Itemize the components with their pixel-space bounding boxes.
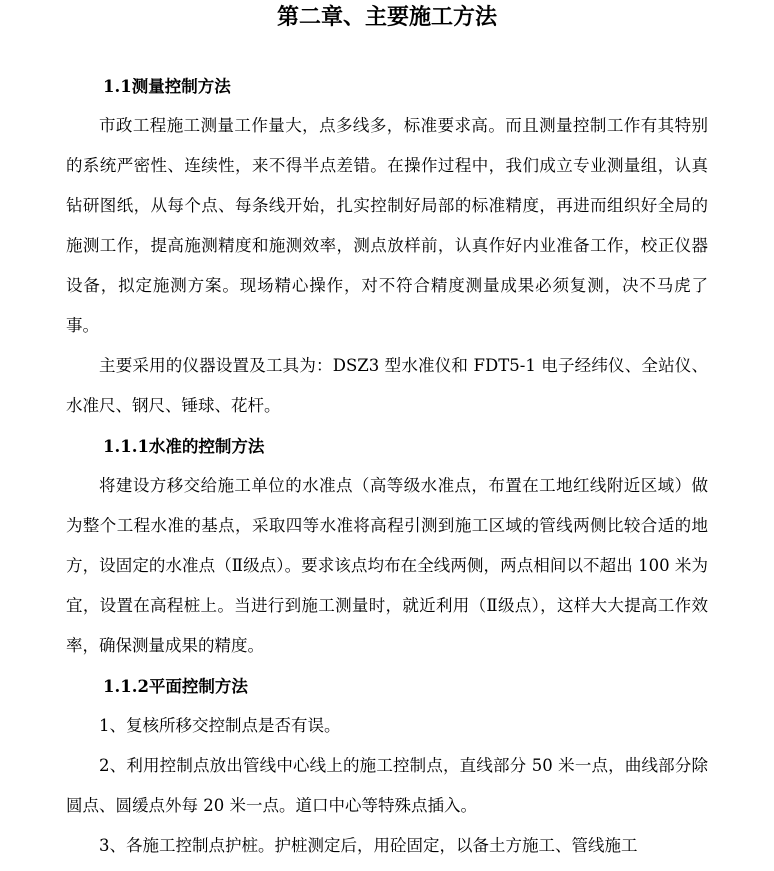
section-heading-1-1-2: 1.1.2平面控制方法 <box>103 677 248 696</box>
paragraph-instruments: 主要采用的仪器设置及工具为：DSZ3 型水准仪和 FDT5-1 电子经纬仪、全站仪、水准尺、钢尺、锤球、花杆。 <box>66 356 708 415</box>
section-heading-1-1-1: 1.1.1水准的控制方法 <box>103 437 265 456</box>
paragraph-survey-control: 市政工程施工测量工作量大，点多线多，标准要求高。而且测量控制工作有其特别的系统严密性、连续性，来不得半点差错。在操作过程中，我们成立专业测量组，认真钻研图纸，从每个点、每条线开始，扎实控制好局部的标准精度，再进而组织好全局的施测工作，提高施测精度和施测效率，测点放样前，认真作好内业准备工作，校正仪器设备，拟定施测方案。现场精心操作，对不符合精度测量成果必须复测，决不马虎了事。 <box>66 116 708 335</box>
chapter-title: 第二章、主要施工方法 <box>276 4 497 30</box>
list-item-3: 3、各施工控制点护桩。护桩测定后，用砼固定，以备土方施工、管线施工 <box>99 836 638 855</box>
list-item-2: 2、利用控制点放出管线中心线上的施工控制点，直线部分 50 米一点，曲线部分除圆点、圆缓点外每 20 米一点。道口中心等特殊点插入。 <box>66 756 708 815</box>
section-heading-1-1: 1.1测量控制方法 <box>103 77 231 96</box>
paragraph-level-control: 将建设方移交给施工单位的水准点（高等级水准点，布置在工地红线附近区域）做为整个工程水准的基点，采取四等水准将高程引测到施工区域的管线两侧比较合适的地方，设固定的水准点（Ⅱ级点）。要求该点均布在全线两侧，两点相间以不超出 100 米为宜，设置在高程桩上。当进行到施工测量时，就近利用（Ⅱ级点），这样大大提高工作效率，确保测量成果的精度。 <box>66 476 708 655</box>
list-item-1: 1、复核所移交控制点是否有误。 <box>99 716 341 735</box>
